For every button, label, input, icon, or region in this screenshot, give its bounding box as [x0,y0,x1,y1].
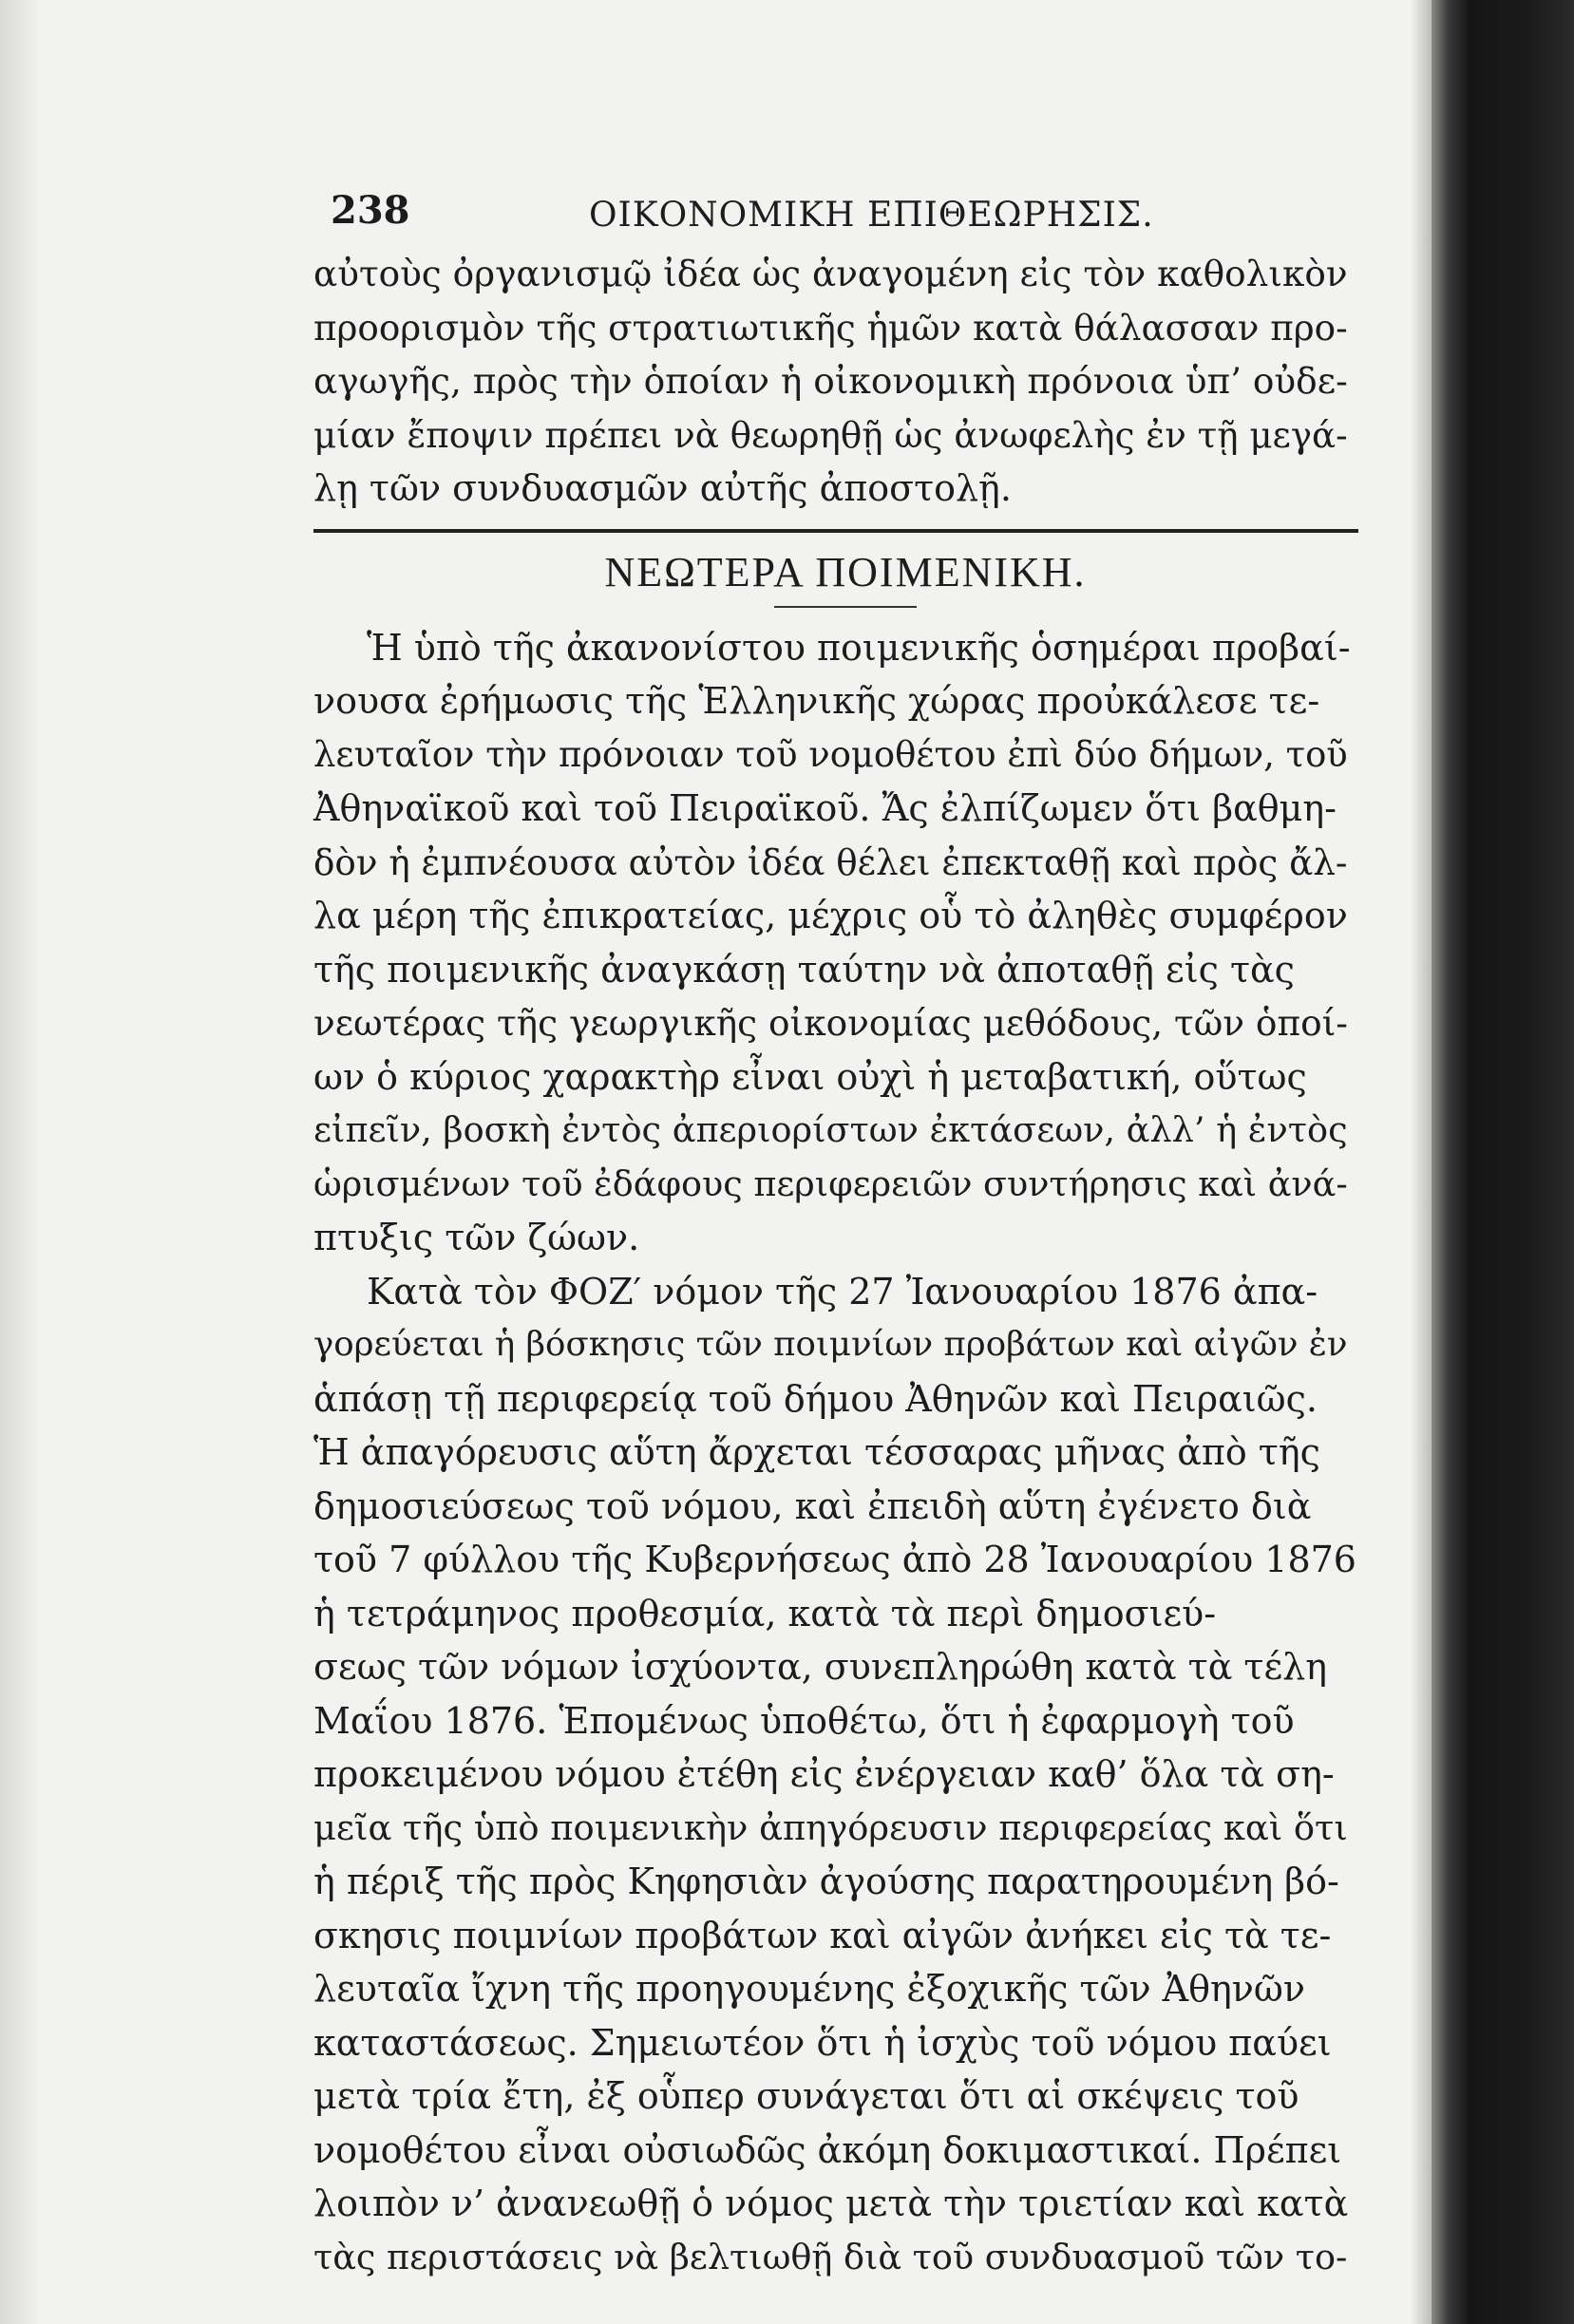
text-line: Ἀθηναϊκοῦ καὶ τοῦ Πειραϊκοῦ. Ἄς ἐλπίζωμεν ὅτι βαθμη- [313,787,1337,829]
paragraph-1 [313,621,1377,1265]
text-line: τῆς ποιμενικῆς ἀναγκάσῃ ταύτην νὰ ἀποταθῇ εἰς τὰς [313,948,1295,991]
text-line: ἡ πέριξ τῆς πρὸς Κηφησιὰν ἀγούσης παρατηρουμένη βό- [313,1861,1339,1902]
text-line: αγωγῆς, πρὸς τὴν ὁποίαν ἡ οἰκονομικὴ πρόνοια ὑπ’ οὐδε- [313,360,1348,402]
page-header [313,180,1377,247]
text-line: Μαΐου 1876. Ἑπομένως ὑποθέτω, ὅτι ἡ ἐφαρμογὴ τοῦ [313,1699,1295,1742]
text-line: ὡρισμένων τοῦ ἐδάφους περιφερειῶν συντήρησις καὶ ἀνά- [313,1162,1348,1204]
section-title: ΝΕΩΤΕΡΑ ΠΟΙΜΕΝΙΚΗ. [604,548,1087,595]
text-line: τοῦ 7 φύλλου τῆς Κυβερνήσεως ἀπὸ 28 Ἰανουαρίου 1876 [313,1539,1356,1580]
text-line: λευταῖον τὴν πρόνοιαν τοῦ νομοθέτου ἐπὶ δύο δήμων, τοῦ [313,733,1348,775]
text-line: καταστάσεως. Σημειωτέον ὅτι ἡ ἰσχὺς τοῦ νόμου παύει [313,2021,1332,2064]
text-line: λευταῖα ἴχνη τῆς προηγουμένης ἐξοχικῆς τῶν Ἀθηνῶν [313,1968,1305,2010]
text-line: πτυξις τῶν ζώων. [313,1217,640,1258]
text-line: μετὰ τρία ἔτη, ἐξ οὗπερ συνάγεται ὅτι αἱ σκέψεις τοῦ [313,2075,1299,2117]
text-line: μίαν ἔποψιν πρέπει νὰ θεωρηθῇ ὡς ἀνωφελὴς ἐν τῇ μεγά- [313,413,1348,456]
intro-paragraph [313,247,1377,516]
text-line: νομοθέτου εἶναι οὐσιωδῶς ἀκόμη δοκιμαστικαί. Πρέπει [313,2128,1342,2171]
page-number: 238 [331,188,410,233]
section-divider [313,529,1358,533]
text-line: λοιπὸν ν’ ἀνανεωθῇ ὁ νόμος μετὰ τὴν τριετίαν καὶ κατὰ [313,2182,1349,2224]
text-line: δὸν ἡ ἐμπνέουσα αὐτὸν ἰδέα θέλει ἐπεκταθῇ καὶ πρὸς ἄλ- [313,841,1348,883]
text-line: ἡ τετράμηνος προθεσμία, κατὰ τὰ περὶ δημοσιεύ- [313,1592,1217,1634]
text-line: νεωτέρας τῆς γεωργικῆς οἰκονομίας μεθόδους, τῶν ὁποί- [313,1002,1348,1044]
text-line: τὰς περιστάσεις νὰ βελτιωθῇ διὰ τοῦ συνδυασμοῦ τῶν το- [313,2236,1348,2277]
text-line: σκησις ποιμνίων προβάτων καὶ αἰγῶν ἀνήκει εἰς τὰ τε- [313,1914,1332,1956]
text-line: ων ὁ κύριος χαρακτὴρ εἶναι οὐχὶ ἡ μεταβατική, οὕτως [313,1055,1307,1098]
text-line: λα μέρη τῆς ἐπικρατείας, μέχρις οὗ τὸ ἀληθὲς συμφέρον [313,895,1348,936]
text-line: προορισμὸν τῆς στρατιωτικῆς ἡμῶν κατὰ θάλασσαν προ- [313,306,1348,349]
book-page [313,180,1377,2284]
text-line: σεως τῶν νόμων ἰσχύοντα, συνεπληρώθη κατὰ τὰ τέλη [313,1646,1327,1688]
text-line: μεῖα τῆς ὑπὸ ποιμενικὴν ἀπηγόρευσιν περιφερείας καὶ ὅτι [313,1806,1348,1848]
text-line: Κατὰ τὸν ΦΟΖ′ νόμον τῆς 27 Ἰανουαρίου 1876 ἀπα- [367,1270,1318,1313]
text-line: αὐτοὺς ὀργανισμῷ ἰδέα ὡς ἀναγομένη εἰς τὸν καθολικὸν [313,253,1348,294]
title-underline [774,606,917,608]
section-body [313,621,1377,2285]
text-line: Ἡ ἀπαγόρευσις αὕτη ἄρχεται τέσσαρας μῆνας ἀπὸ τῆς [313,1431,1320,1473]
text-line: δημοσιεύσεως τοῦ νόμου, καὶ ἐπειδὴ αὕτη ἐγένετο διὰ [313,1484,1312,1527]
running-head: ΟΙΚΟΝΟΜΙΚΗ ΕΠΙΘΕΩΡΗΣΙΣ. [589,196,1154,235]
text-line: εἰπεῖν, βοσκὴ ἐντὸς ἀπεριορίστων ἐκτάσεων, ἀλλ’ ἡ ἐντὸς [313,1109,1348,1150]
text-line: γορεύεται ἡ βόσκησις τῶν ποιμνίων προβάτων καὶ αἰγῶν ἐν [313,1325,1348,1364]
page-edge [1411,0,1432,2324]
page-shadow [0,0,38,2324]
text-line: Ἡ ὑπὸ τῆς ἀκανονίστου ποιμενικῆς ὁσημέραι προβαί- [367,626,1351,669]
text-line: προκειμένου νόμου ἐτέθη εἰς ἐνέργειαν καθ’ ὅλα τὰ ση- [313,1753,1335,1795]
paragraph-2 [313,1265,1377,2285]
text-line: ἁπάσῃ τῇ περιφερείᾳ τοῦ δήμου Ἀθηνῶν καὶ Πειραιῶς. [313,1377,1318,1420]
text-line: λῃ τῶν συνδυασμῶν αὐτῆς ἀποστολῇ. [313,467,1012,509]
text-line: νουσα ἐρήμωσις τῆς Ἑλληνικῆς χώρας προὐκάλεσε τε- [313,680,1320,722]
book-spine [1432,0,1574,2324]
